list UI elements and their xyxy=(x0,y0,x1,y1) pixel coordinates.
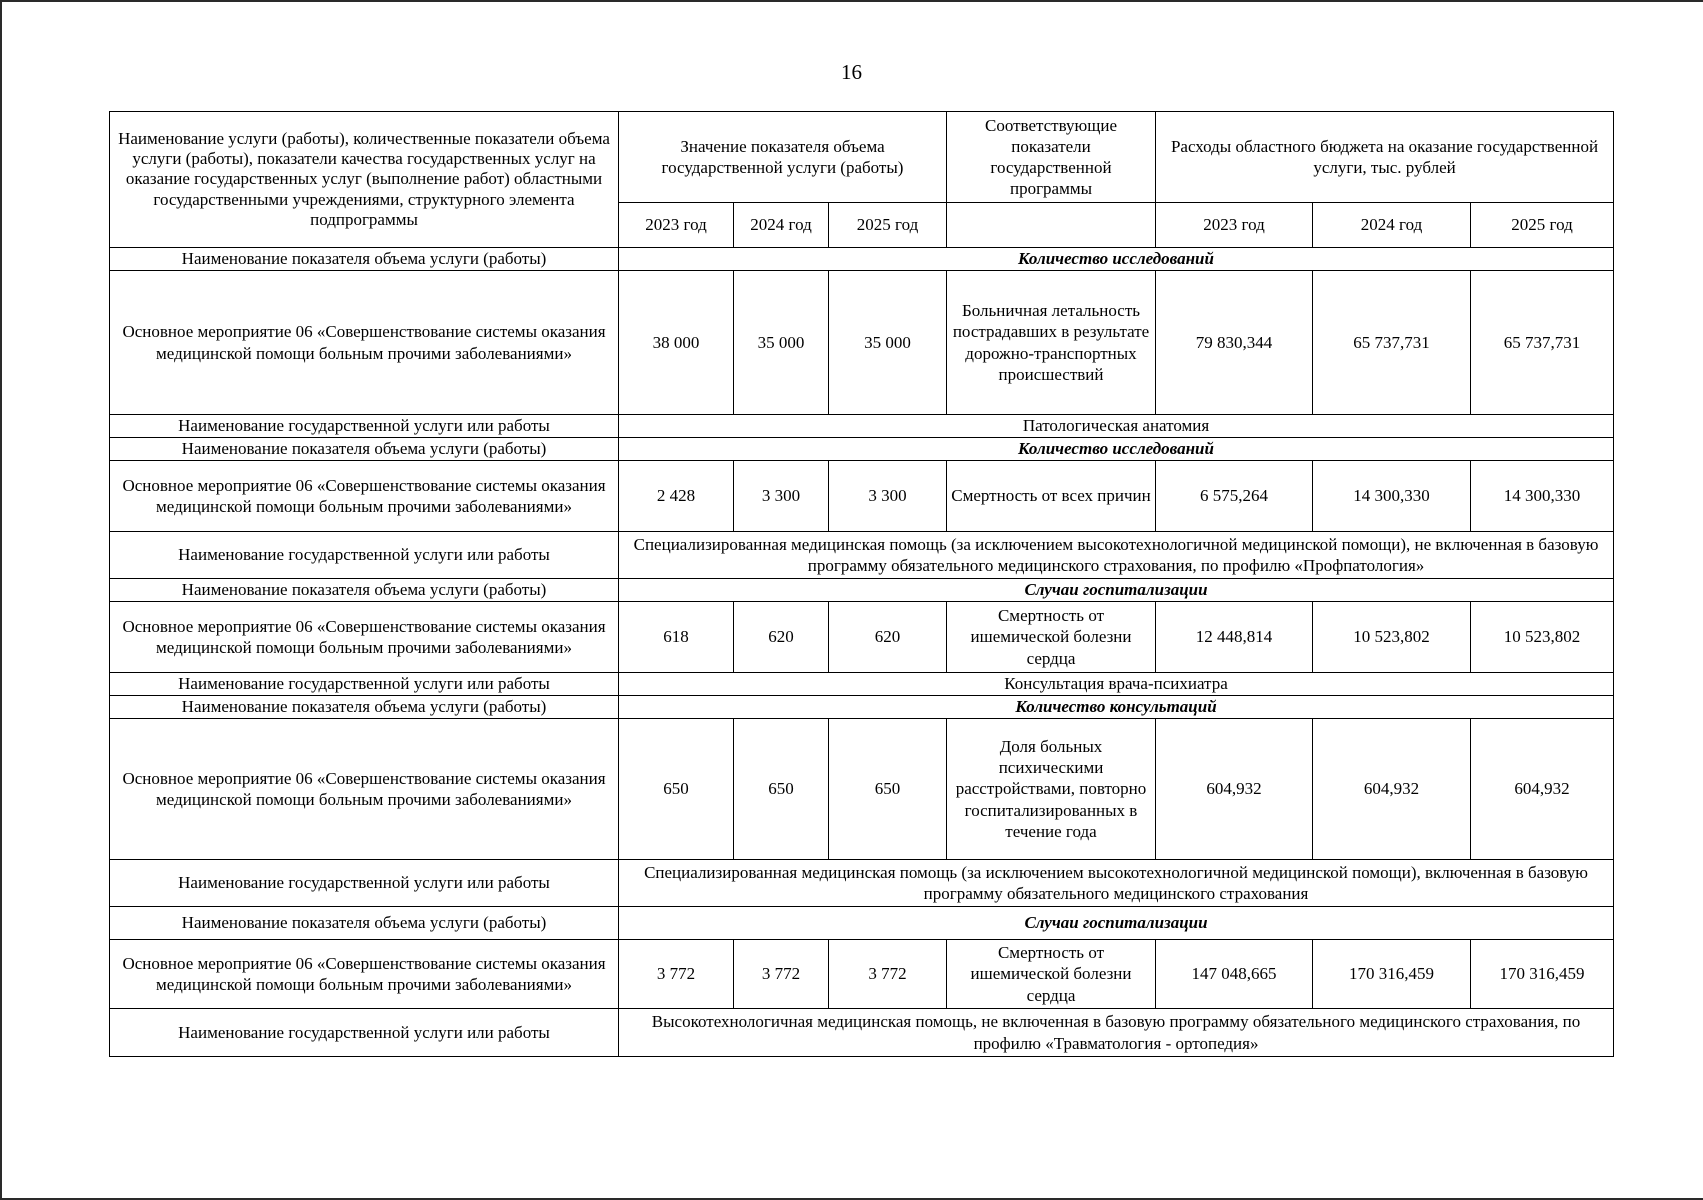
header-year-2023: 2023 год xyxy=(619,203,734,248)
indicator-label: Наименование показателя объема услуги (работы) xyxy=(110,579,619,602)
indicator-value: Количество консультаций xyxy=(619,696,1614,719)
indicator-value: Случаи госпитализации xyxy=(619,907,1614,940)
indicator-label: Наименование показателя объема услуги (работы) xyxy=(110,696,619,719)
activity-name: Основное мероприятие 06 «Совершенствование системы оказания медицинской помощи больным прочими заболеваниями» xyxy=(110,602,619,673)
table-row-data xyxy=(110,271,1614,415)
volume-value-2: 3 300 xyxy=(829,461,947,532)
service-label: Наименование государственной услуги или работы xyxy=(110,673,619,696)
table-row-indicator xyxy=(110,696,1614,719)
budget-value-0: 79 830,344 xyxy=(1156,271,1313,415)
volume-value-0: 650 xyxy=(619,719,734,860)
table-row-indicator xyxy=(110,907,1614,940)
table-row-data xyxy=(110,602,1614,673)
activity-name: Основное мероприятие 06 «Совершенствование системы оказания медицинской помощи больным прочими заболеваниями» xyxy=(110,719,619,860)
program-indicator: Смертность от всех причин xyxy=(947,461,1156,532)
table-row-indicator xyxy=(110,248,1614,271)
indicator-label: Наименование показателя объема услуги (работы) xyxy=(110,438,619,461)
activity-name: Основное мероприятие 06 «Совершенствование системы оказания медицинской помощи больным прочими заболеваниями» xyxy=(110,271,619,415)
budget-value-0: 147 048,665 xyxy=(1156,940,1313,1009)
header-value-column: Значение показателя объема государственной услуги (работы) xyxy=(619,112,947,203)
budget-value-1: 14 300,330 xyxy=(1313,461,1471,532)
header-year-2024: 2024 год xyxy=(734,203,829,248)
budget-value-1: 65 737,731 xyxy=(1313,271,1471,415)
volume-value-2: 3 772 xyxy=(829,940,947,1009)
table-row-service xyxy=(110,673,1614,696)
program-indicator: Смертность от ишемической болезни сердца xyxy=(947,940,1156,1009)
budget-value-0: 12 448,814 xyxy=(1156,602,1313,673)
volume-value-2: 650 xyxy=(829,719,947,860)
volume-value-0: 618 xyxy=(619,602,734,673)
table-row-service xyxy=(110,860,1614,907)
service-label: Наименование государственной услуги или работы xyxy=(110,415,619,438)
indicator-label: Наименование показателя объема услуги (работы) xyxy=(110,907,619,940)
table-row-data xyxy=(110,940,1614,1009)
volume-value-1: 35 000 xyxy=(734,271,829,415)
service-value: Высокотехнологичная медицинская помощь, не включенная в базовую программу обязательного медицинского страхования, по профилю «Травматология - ортопедия» xyxy=(619,1009,1614,1057)
volume-value-0: 3 772 xyxy=(619,940,734,1009)
table-row-data xyxy=(110,461,1614,532)
service-label: Наименование государственной услуги или работы xyxy=(110,1009,619,1057)
indicator-value: Количество исследований xyxy=(619,438,1614,461)
header-budget-year-2023: 2023 год xyxy=(1156,203,1313,248)
header-name-column: Наименование услуги (работы), количественные показатели объема услуги (работы), показатели качества государственных услуг на оказание государственных услуг (выполнение работ) областными государственными учреждениями, структурного элемента подпрограммы xyxy=(110,112,619,248)
budget-value-1: 604,932 xyxy=(1313,719,1471,860)
budget-value-2: 170 316,459 xyxy=(1471,940,1614,1009)
volume-value-2: 620 xyxy=(829,602,947,673)
table-row-service xyxy=(110,415,1614,438)
table-row-service xyxy=(110,532,1614,579)
volume-value-1: 650 xyxy=(734,719,829,860)
volume-value-1: 620 xyxy=(734,602,829,673)
service-label: Наименование государственной услуги или работы xyxy=(110,860,619,907)
table-row-indicator xyxy=(110,438,1614,461)
service-value: Специализированная медицинская помощь (за исключением высокотехнологичной медицинской помощи), не включенная в базовую программу обязательного медицинского страхования, по профилю «Профпатология» xyxy=(619,532,1614,579)
budget-value-1: 10 523,802 xyxy=(1313,602,1471,673)
header-year-2025: 2025 год xyxy=(829,203,947,248)
volume-value-0: 2 428 xyxy=(619,461,734,532)
budget-value-2: 10 523,802 xyxy=(1471,602,1614,673)
volume-value-2: 35 000 xyxy=(829,271,947,415)
volume-value-1: 3 772 xyxy=(734,940,829,1009)
service-label: Наименование государственной услуги или работы xyxy=(110,532,619,579)
volume-value-0: 38 000 xyxy=(619,271,734,415)
program-indicator: Больничная летальность пострадавших в результате дорожно-транспортных происшествий xyxy=(947,271,1156,415)
page-number: 16 xyxy=(841,60,862,84)
program-indicator: Доля больных психическими расстройствами, повторно госпитализированных в течение года xyxy=(947,719,1156,860)
indicator-label: Наименование показателя объема услуги (работы) xyxy=(110,248,619,271)
header-budget-year-2024: 2024 год xyxy=(1313,203,1471,248)
activity-name: Основное мероприятие 06 «Совершенствование системы оказания медицинской помощи больным прочими заболеваниями» xyxy=(110,461,619,532)
indicator-value: Количество исследований xyxy=(619,248,1614,271)
header-program-column: Соответствующие показатели государственной программы xyxy=(947,112,1156,203)
header-budget-column: Расходы областного бюджета на оказание государственной услуги, тыс. рублей xyxy=(1156,112,1614,203)
table-row-service xyxy=(110,1009,1614,1057)
activity-name: Основное мероприятие 06 «Совершенствование системы оказания медицинской помощи больным прочими заболеваниями» xyxy=(110,940,619,1009)
budget-value-2: 65 737,731 xyxy=(1471,271,1614,415)
budget-value-1: 170 316,459 xyxy=(1313,940,1471,1009)
table-row-data xyxy=(110,719,1614,860)
volume-value-1: 3 300 xyxy=(734,461,829,532)
budget-value-0: 604,932 xyxy=(1156,719,1313,860)
budget-value-0: 6 575,264 xyxy=(1156,461,1313,532)
header-budget-year-2025: 2025 год xyxy=(1471,203,1614,248)
program-indicator: Смертность от ишемической болезни сердца xyxy=(947,602,1156,673)
service-value: Специализированная медицинская помощь (за исключением высокотехнологичной медицинской помощи), включенная в базовую программу обязательного медицинского страхования xyxy=(619,860,1614,907)
table-row-indicator xyxy=(110,579,1614,602)
budget-table xyxy=(109,111,1614,1057)
header-program-empty xyxy=(947,203,1156,248)
indicator-value: Случаи госпитализации xyxy=(619,579,1614,602)
service-value: Консультация врача-психиатра xyxy=(619,673,1614,696)
service-value: Патологическая анатомия xyxy=(619,415,1614,438)
budget-value-2: 604,932 xyxy=(1471,719,1614,860)
budget-value-2: 14 300,330 xyxy=(1471,461,1614,532)
